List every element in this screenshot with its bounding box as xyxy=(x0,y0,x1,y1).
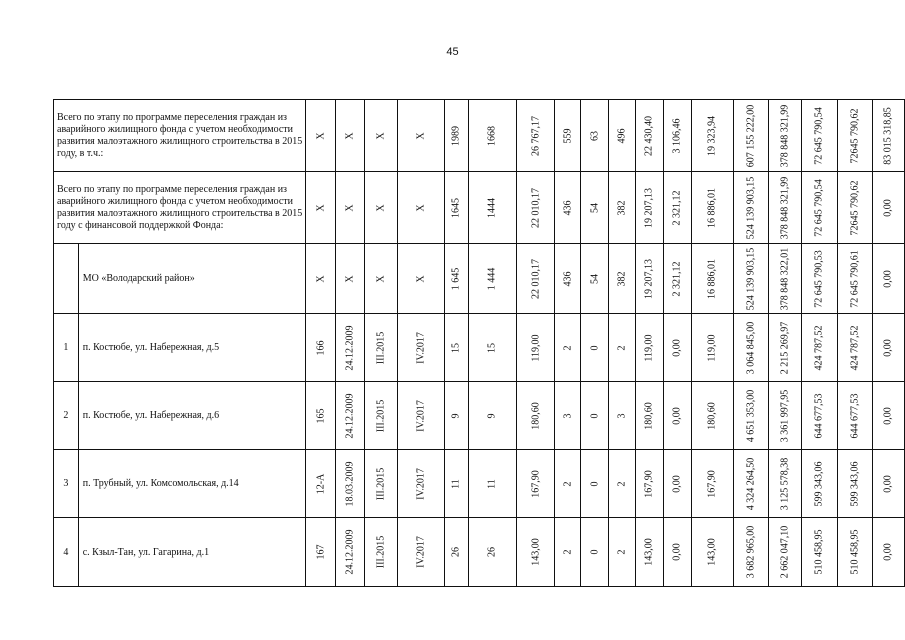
cell-text: 26 xyxy=(486,547,498,557)
cell-text: 16 886,01 xyxy=(706,187,718,228)
value-cell xyxy=(691,314,733,382)
value-cell xyxy=(635,314,663,382)
value-cell xyxy=(734,450,769,518)
cell-text: 143,00 xyxy=(643,538,655,566)
cell-text: 72 645 790,61 xyxy=(849,249,861,308)
value-cell xyxy=(554,172,580,244)
value-cell xyxy=(663,314,691,382)
value-cell xyxy=(517,244,555,314)
row-index: 1 xyxy=(54,314,79,382)
value-cell xyxy=(306,172,336,244)
cell-text: X xyxy=(415,131,427,140)
value-cell xyxy=(609,382,635,450)
summary-description: Всего по этапу по программе переселения граждан из аварийного жилищного фонда с учетом необходимости развития малоэтажного жилищного строительства в 2015 году, в т.ч.: xyxy=(54,100,306,172)
value-cell xyxy=(635,450,663,518)
value-cell xyxy=(691,518,733,587)
cell-text: 1989 xyxy=(450,125,462,146)
value-cell xyxy=(517,518,555,587)
cell-text: 143,00 xyxy=(530,538,542,566)
value-cell xyxy=(581,450,609,518)
cell-text: X xyxy=(344,274,356,283)
cell-text: 3 361 997,95 xyxy=(779,389,791,442)
cell-text: 559 xyxy=(562,128,573,143)
house-address: п. Костюбе, ул. Набережная, д.5 xyxy=(78,314,306,382)
value-cell xyxy=(554,244,580,314)
value-cell xyxy=(768,244,801,314)
value-cell xyxy=(691,450,733,518)
cell-text: 9 xyxy=(486,413,498,418)
resettlement-table xyxy=(53,99,905,587)
cell-text: 0,00 xyxy=(882,543,894,561)
value-cell xyxy=(581,100,609,172)
cell-text: 2 xyxy=(562,549,573,555)
value-cell xyxy=(306,518,336,587)
cell-text: 19 207,13 xyxy=(643,258,655,299)
cell-text: 22 010,17 xyxy=(530,258,542,299)
value-cell xyxy=(872,100,904,172)
cell-text: 24.12.2009 xyxy=(344,325,356,370)
value-cell xyxy=(838,518,873,587)
cell-text: 3 682 965,00 xyxy=(745,525,757,579)
cell-text: 0 xyxy=(589,481,601,486)
cell-text: 424 787,52 xyxy=(849,325,861,370)
cell-text: 15 xyxy=(486,342,498,353)
value-cell xyxy=(398,172,445,244)
cell-text: 4 651 353,00 xyxy=(745,389,757,442)
value-cell xyxy=(581,382,609,450)
value-cell xyxy=(336,382,365,450)
summary-row xyxy=(54,172,905,244)
cell-text: 3 125 578,38 xyxy=(779,457,791,510)
cell-text: 167 xyxy=(315,544,327,560)
cell-text: 2 662 047,10 xyxy=(779,525,791,579)
municipality-name: МО «Володарский район» xyxy=(78,244,306,314)
value-cell xyxy=(609,518,635,587)
value-cell xyxy=(663,518,691,587)
cell-text: 54 xyxy=(589,202,601,213)
cell-text: 19 323,94 xyxy=(706,115,718,156)
value-cell xyxy=(365,244,398,314)
value-cell xyxy=(517,450,555,518)
value-cell xyxy=(398,100,445,172)
value-cell xyxy=(734,100,769,172)
cell-text: 0,00 xyxy=(882,474,894,493)
cell-text: 167,90 xyxy=(706,469,718,498)
value-cell xyxy=(734,244,769,314)
cell-text: IV.2017 xyxy=(415,331,427,364)
house-address: с. Кзыл-Тан, ул. Гагарина, д.1 xyxy=(78,518,306,587)
cell-text: 3 xyxy=(616,413,628,418)
cell-text: 3 106,46 xyxy=(671,118,683,153)
cell-text: 2 xyxy=(616,481,628,486)
page-number: 45 xyxy=(446,46,459,58)
value-cell xyxy=(838,172,873,244)
value-cell xyxy=(838,244,873,314)
cell-text: 143,00 xyxy=(706,538,718,566)
value-cell xyxy=(635,100,663,172)
cell-text: X xyxy=(344,131,356,140)
cell-text: 2 xyxy=(562,481,573,486)
house-address: п. Трубный, ул. Комсомольская, д.14 xyxy=(78,450,306,518)
cell-text: 26 767,17 xyxy=(530,115,542,156)
value-cell xyxy=(663,244,691,314)
value-cell xyxy=(609,450,635,518)
value-cell xyxy=(398,450,445,518)
cell-text: 2 xyxy=(616,345,628,350)
value-cell xyxy=(445,244,468,314)
value-cell xyxy=(635,172,663,244)
cell-text: 72 645 790,54 xyxy=(813,178,825,237)
value-cell xyxy=(517,172,555,244)
value-cell xyxy=(872,172,904,244)
value-cell xyxy=(609,314,635,382)
cell-text: 0,00 xyxy=(671,474,683,493)
cell-text: 22 430,40 xyxy=(643,115,655,156)
value-cell xyxy=(445,450,468,518)
cell-text: 11 xyxy=(450,478,462,489)
value-cell xyxy=(768,172,801,244)
value-cell xyxy=(365,450,398,518)
cell-text: 1668 xyxy=(486,125,498,146)
cell-text: X xyxy=(315,203,327,212)
cell-text: 24.12.2009 xyxy=(344,393,356,438)
cell-text: 496 xyxy=(616,128,628,143)
value-cell xyxy=(398,314,445,382)
table-row xyxy=(54,314,905,382)
value-cell xyxy=(635,244,663,314)
value-cell xyxy=(734,314,769,382)
cell-text: 0,00 xyxy=(882,198,894,217)
value-cell xyxy=(801,450,838,518)
cell-text: 644 677,53 xyxy=(849,393,861,438)
value-cell xyxy=(838,382,873,450)
value-cell xyxy=(691,100,733,172)
value-cell xyxy=(872,244,904,314)
cell-text: 166 xyxy=(315,340,327,355)
value-cell xyxy=(445,314,468,382)
value-cell xyxy=(365,518,398,587)
cell-text: 510 458,95 xyxy=(849,529,861,575)
value-cell xyxy=(801,244,838,314)
value-cell xyxy=(872,382,904,450)
value-cell xyxy=(801,314,838,382)
cell-text: 0 xyxy=(589,413,601,418)
cell-text: 11 xyxy=(486,478,498,489)
cell-text: 2 xyxy=(562,345,573,350)
value-cell xyxy=(517,314,555,382)
value-cell xyxy=(554,314,580,382)
value-cell xyxy=(734,172,769,244)
cell-text: 644 677,53 xyxy=(813,393,825,438)
summary-description: Всего по этапу по программе переселения граждан из аварийного жилищного фонда с учетом необходимости развития малоэтажного жилищного строительства в 2015 году с финансовой поддержкой Фонда: xyxy=(54,172,306,244)
value-cell xyxy=(554,450,580,518)
cell-text: 167,90 xyxy=(530,469,542,498)
cell-text: 119,00 xyxy=(530,333,542,362)
value-cell xyxy=(635,382,663,450)
value-cell xyxy=(691,172,733,244)
value-cell xyxy=(768,450,801,518)
cell-text: 1 444 xyxy=(486,267,498,290)
value-cell xyxy=(801,382,838,450)
table-row xyxy=(54,450,905,518)
value-cell xyxy=(691,244,733,314)
cell-text: IV.2017 xyxy=(415,536,427,568)
value-cell xyxy=(768,382,801,450)
value-cell xyxy=(468,100,517,172)
value-cell xyxy=(801,172,838,244)
cell-text: 19 207,13 xyxy=(643,187,655,228)
value-cell xyxy=(768,100,801,172)
value-cell xyxy=(445,518,468,587)
cell-text: 378 848 321,99 xyxy=(779,104,791,167)
cell-text: X xyxy=(415,203,427,212)
cell-text: 2 321,12 xyxy=(671,190,683,225)
row-index: 2 xyxy=(54,382,79,450)
cell-text: X xyxy=(375,203,387,212)
cell-text: 0 xyxy=(589,549,601,555)
cell-text: X xyxy=(375,131,387,140)
value-cell xyxy=(872,518,904,587)
cell-text: IV.2017 xyxy=(415,467,427,500)
value-cell xyxy=(468,450,517,518)
value-cell xyxy=(872,450,904,518)
cell-text: 165 xyxy=(315,408,327,423)
value-cell xyxy=(468,172,517,244)
value-cell xyxy=(336,518,365,587)
value-cell xyxy=(734,518,769,587)
cell-text: 4 324 264,50 xyxy=(745,457,757,510)
value-cell xyxy=(663,382,691,450)
value-cell xyxy=(398,382,445,450)
value-cell xyxy=(306,450,336,518)
cell-text: 72 645 790,54 xyxy=(813,106,825,165)
value-cell xyxy=(336,100,365,172)
cell-text: 26 xyxy=(450,547,462,557)
cell-text: 599 343,06 xyxy=(813,461,825,506)
value-cell xyxy=(445,100,468,172)
value-cell xyxy=(517,382,555,450)
value-cell xyxy=(445,172,468,244)
value-cell xyxy=(336,314,365,382)
cell-text: 15 xyxy=(450,342,462,353)
cell-text: 72 645 790,53 xyxy=(813,249,825,308)
cell-text: X xyxy=(375,274,387,283)
cell-text: 180,60 xyxy=(706,401,718,430)
value-cell xyxy=(801,100,838,172)
cell-text: 382 xyxy=(616,271,628,286)
cell-text: 63 xyxy=(589,130,601,141)
table-row xyxy=(54,518,905,587)
value-cell xyxy=(336,244,365,314)
value-cell xyxy=(609,172,635,244)
cell-text: X xyxy=(344,203,356,212)
cell-text: 524 139 903,15 xyxy=(745,176,757,239)
cell-text: III.2015 xyxy=(375,399,387,432)
value-cell xyxy=(468,244,517,314)
cell-text: 12-А xyxy=(315,473,327,494)
value-cell xyxy=(838,100,873,172)
value-cell xyxy=(663,450,691,518)
cell-text: 1444 xyxy=(486,197,498,218)
house-address: п. Костюбе, ул. Набережная, д.6 xyxy=(78,382,306,450)
value-cell xyxy=(365,172,398,244)
value-cell xyxy=(581,518,609,587)
value-cell xyxy=(768,518,801,587)
cell-text: 54 xyxy=(589,273,601,284)
value-cell xyxy=(734,382,769,450)
value-cell xyxy=(554,382,580,450)
value-cell xyxy=(554,100,580,172)
cell-text: 424 787,52 xyxy=(813,325,825,370)
cell-text: 436 xyxy=(562,271,573,286)
value-cell xyxy=(838,314,873,382)
cell-text: 607 155 222,00 xyxy=(745,104,757,167)
cell-text: 119,00 xyxy=(706,333,718,362)
cell-text: 9 xyxy=(450,413,462,418)
cell-text: 72645 790,62 xyxy=(849,180,861,235)
cell-text: 18.03.2009 xyxy=(344,461,356,506)
cell-text: 1 645 xyxy=(450,267,462,290)
cell-text: 436 xyxy=(562,200,573,215)
value-cell xyxy=(306,100,336,172)
value-cell xyxy=(768,314,801,382)
cell-text: 2 321,12 xyxy=(671,261,683,296)
value-cell xyxy=(365,100,398,172)
cell-text: 1645 xyxy=(450,197,462,218)
cell-text: 167,90 xyxy=(643,469,655,498)
value-cell xyxy=(581,244,609,314)
value-cell xyxy=(838,450,873,518)
value-cell xyxy=(468,314,517,382)
cell-text: IV.2017 xyxy=(415,399,427,432)
cell-text: 0,00 xyxy=(671,543,683,561)
value-cell xyxy=(336,172,365,244)
index-cell xyxy=(54,244,79,314)
value-cell xyxy=(663,172,691,244)
value-cell xyxy=(398,244,445,314)
value-cell xyxy=(691,382,733,450)
value-cell xyxy=(801,518,838,587)
cell-text: 510 458,95 xyxy=(813,529,825,575)
cell-text: 599 343,06 xyxy=(849,461,861,506)
value-cell xyxy=(306,244,336,314)
cell-text: 3 064 845,00 xyxy=(745,321,757,374)
cell-text: 0,00 xyxy=(882,269,894,288)
cell-text: X xyxy=(315,274,327,283)
row-index: 4 xyxy=(54,518,79,587)
cell-text: X xyxy=(315,131,327,140)
cell-text: 0,00 xyxy=(882,406,894,425)
value-cell xyxy=(635,518,663,587)
cell-text: 83 015 318,85 xyxy=(882,106,894,165)
cell-text: 2 xyxy=(616,549,628,555)
value-cell xyxy=(581,314,609,382)
value-cell xyxy=(306,382,336,450)
value-cell xyxy=(445,382,468,450)
cell-text: III.2015 xyxy=(375,467,387,500)
cell-text: 382 xyxy=(616,200,628,215)
cell-text: III.2015 xyxy=(375,535,387,569)
value-cell xyxy=(468,518,517,587)
value-cell xyxy=(663,100,691,172)
value-cell xyxy=(365,382,398,450)
value-cell xyxy=(872,314,904,382)
cell-text: 0 xyxy=(589,345,601,350)
municipality-row xyxy=(54,244,905,314)
cell-text: 524 139 903,15 xyxy=(745,247,757,310)
value-cell xyxy=(468,382,517,450)
table-row xyxy=(54,382,905,450)
value-cell xyxy=(581,172,609,244)
value-cell xyxy=(609,100,635,172)
value-cell xyxy=(365,314,398,382)
cell-text: 180,60 xyxy=(530,401,542,430)
summary-row xyxy=(54,100,905,172)
cell-text: 0,00 xyxy=(671,406,683,425)
value-cell xyxy=(306,314,336,382)
value-cell xyxy=(336,450,365,518)
cell-text: 0,00 xyxy=(671,338,683,357)
cell-text: 72645 790,62 xyxy=(849,108,861,163)
cell-text: 378 848 322,01 xyxy=(779,247,791,310)
cell-text: 119,00 xyxy=(643,333,655,362)
cell-text: 24.12.2009 xyxy=(344,529,356,575)
cell-text: III.2015 xyxy=(375,331,387,364)
cell-text: 3 xyxy=(562,413,573,418)
cell-text: 16 886,01 xyxy=(706,258,718,299)
cell-text: 180,60 xyxy=(643,401,655,430)
row-index: 3 xyxy=(54,450,79,518)
cell-text: 0,00 xyxy=(882,338,894,357)
cell-text: 22 010,17 xyxy=(530,187,542,228)
value-cell xyxy=(517,100,555,172)
value-cell xyxy=(609,244,635,314)
cell-text: 2 215 269,97 xyxy=(779,321,791,374)
value-cell xyxy=(398,518,445,587)
value-cell xyxy=(554,518,580,587)
cell-text: 378 848 321,99 xyxy=(779,176,791,239)
cell-text: X xyxy=(415,274,427,283)
